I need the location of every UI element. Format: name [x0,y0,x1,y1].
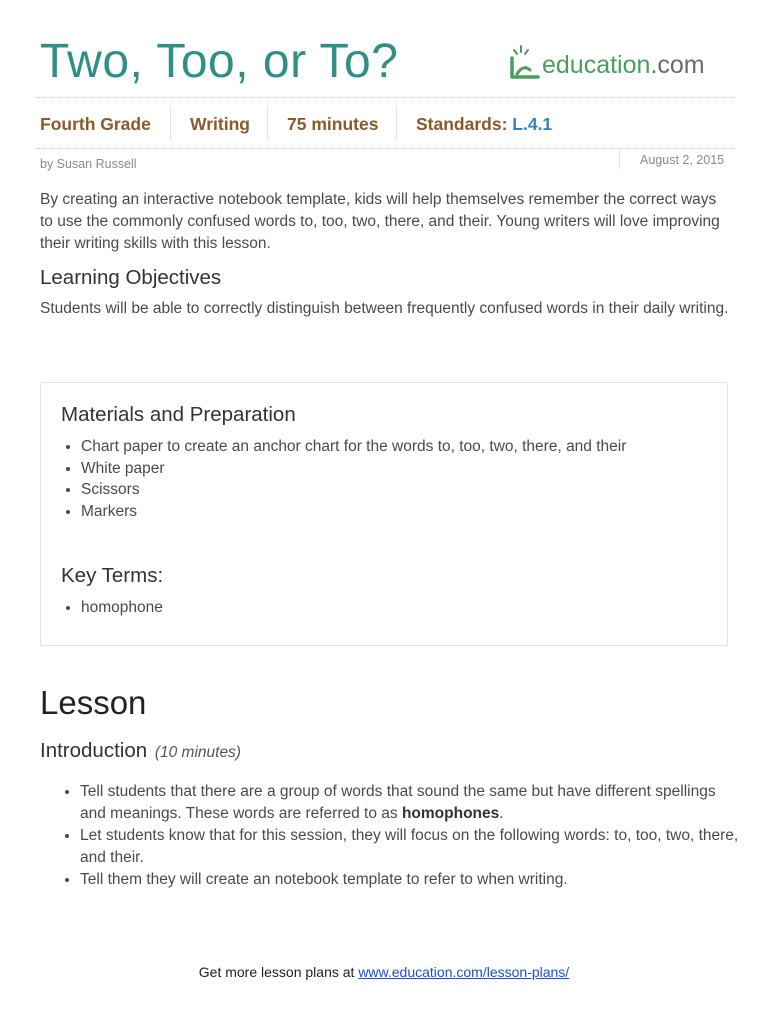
list-item: • homophone [81,597,163,619]
step-text-end: . [499,805,504,822]
open-book-reader-icon [508,44,544,80]
learning-objectives-text: Students will be able to correctly distinguish between frequently confused words in their daily writing. [40,300,729,317]
lesson-heading: Lesson [40,684,147,721]
meta-divider [267,106,268,140]
logo-wordmark [542,53,705,78]
list-item [80,781,740,825]
list-item: • Chart paper to create an anchor chart for the words to, too, two, there, and their [81,436,626,458]
footer [0,964,768,980]
list-item: • Scissors [81,479,626,501]
lesson-meta-bar [36,97,734,149]
subject-label: Writing [190,114,250,134]
footer-text: Get more lesson plans at [198,964,359,980]
key-terms-heading: Key Terms: [61,564,164,587]
learning-objectives-heading: Learning Objectives [40,266,222,289]
logo-wordmark-main: education [542,51,651,79]
introduction-steps [60,781,740,891]
list-item: • Tell them they will create an notebook template to refer to when writing. [80,869,740,891]
meta-divider [170,106,171,140]
materials-heading: Materials and Preparation [61,403,296,426]
meta-divider [396,106,397,140]
education-com-logo[interactable] [508,44,705,80]
list-item: • Markers [81,501,626,523]
standards [416,98,552,148]
list-item: • Let students know that for this session, they will focus on the following words: to, too, two, there, and their. [80,825,740,869]
step-text: Tell students that there are a group of words that sound the same but have different spellings and meanings. These words are referred to as [80,783,716,822]
materials-list [61,436,626,523]
key-terms-list [61,597,163,619]
author-byline: by Susan Russell [40,157,137,171]
introduction-duration: (10 minutes) [154,744,241,761]
materials-box [40,382,728,646]
standards-label: Standards: [416,114,508,134]
publish-date: August 2, 2015 [640,153,725,167]
intro-paragraph: By creating an interactive notebook template, kids will help themselves remember the correct ways to use the commonly confused words to, too, two, there, and their. Young writers will love improving their writing skills with this lesson. [40,191,720,252]
footer-link[interactable]: www.education.com/lesson-plans/ [358,964,570,980]
step-bold-term: homophones [401,805,500,822]
standards-link[interactable]: L.4.1 [512,114,553,134]
date-divider [619,151,620,169]
page-title: Two, Too, or To? [40,35,399,88]
introduction-heading [40,739,241,763]
duration-label: 75 minutes [287,114,379,134]
introduction-title: Introduction [40,739,148,762]
list-item: • White paper [81,458,626,480]
grade-label: Fourth Grade [40,114,151,134]
logo-wordmark-tld: .com [650,51,705,79]
